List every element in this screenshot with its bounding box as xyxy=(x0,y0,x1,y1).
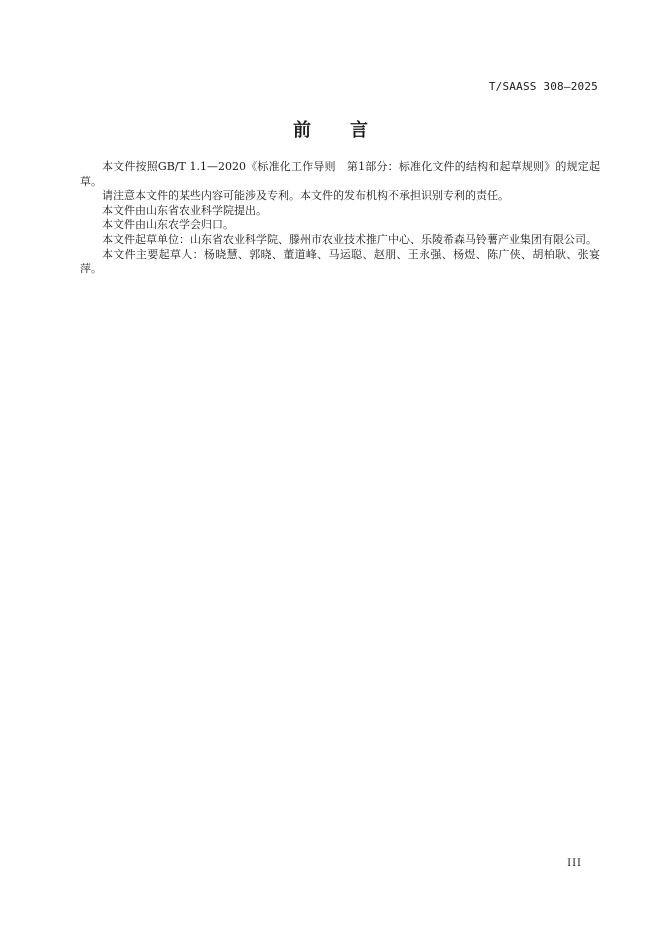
paragraph-patent-notice: 请注意本文件的某些内容可能涉及专利。本文件的发布机构不承担识别专利的责任。 xyxy=(102,189,509,203)
paragraph-responsible-body: 本文件由山东农学会归口。 xyxy=(102,218,234,232)
paragraph-standard-basis: 本文件按照GB/T 1.1—2020《标准化工作导则 第1部分：标准化文件的结构和起草规则》的规定起草。 xyxy=(80,160,600,188)
document-code: T/SAASS 308—2025 xyxy=(488,80,598,93)
paragraph-drafting-units: 本文件起草单位：山东省农业科学院、滕州市农业技术推广中心、乐陵希森马铃薯产业集团有限公司。 xyxy=(102,232,597,246)
paragraph-main-drafters: 本文件主要起草人：杨晓慧、郭晓、董道峰、马运聪、赵朋、王永强、杨煜、陈广侠、胡柏耿、张宴萍。 xyxy=(80,247,600,276)
page-number: III xyxy=(567,858,582,869)
section-title: 前 言 xyxy=(293,120,369,141)
preface-body xyxy=(80,160,600,277)
paragraph-proposer: 本文件由山东省农业科学院提出。 xyxy=(102,203,267,217)
